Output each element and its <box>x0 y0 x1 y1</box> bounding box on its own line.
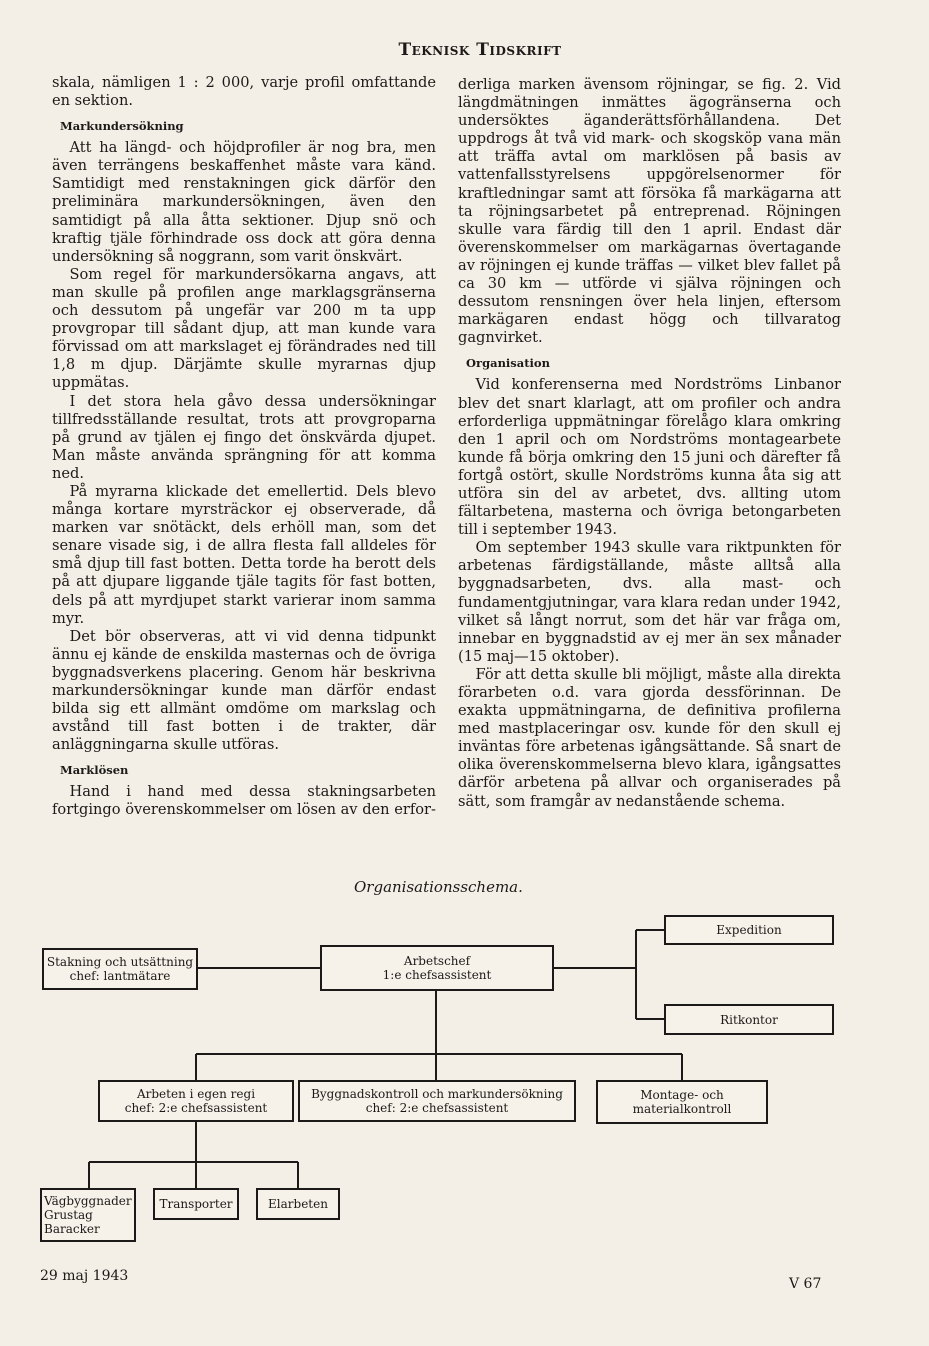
box-montage-subtitle: materialkontroll <box>632 1102 732 1116</box>
paragraph: skala, nämligen 1 : 2 000, varje profil omfattande en sektion. <box>52 74 436 110</box>
box-arbetschef-title: Arbetschef <box>403 954 471 968</box>
box-egen-regi-title: Arbeten i egen regi <box>136 1087 256 1101</box>
box-expedition <box>664 915 834 945</box>
box-stakning <box>42 948 198 990</box>
box-stakning-chief: chef: lantmätare <box>69 969 171 983</box>
box-arbetschef-role: 1:e chefsassistent <box>382 968 492 982</box>
box-byggnadskontroll <box>298 1080 576 1122</box>
box-vagbyggnader-line1: Vägbyggnader <box>44 1194 132 1208</box>
paragraph: Som regel för markundersökarna angavs, att man skulle på profilen ange marklagsgränserna och dessutom på ungefär var 200 m ta upp provgropar till sådant djup, att man kunde vara förvissad om att markslaget ej förändrades ned till 1,8 m djup. Därjämte skulle myrarnas djup uppmätas. <box>52 265 436 392</box>
paragraph: Hand i hand med dessa stakningsarbeten fortgingo överenskommelser om lösen av den erfor- <box>52 783 436 819</box>
paragraph: Att ha längd- och höjdprofiler är nog bra, men även terrängens beskaffenhet måste vara känd. Samtidigt med renstakningen gick därför den preliminära markundersökningen, även den samtidigt på alla åtta sektioner. Djup snö och kraftig tjäle förhindrade oss dock att göra denna undersökning så noggrann, som varit önskvärt. <box>52 139 436 265</box>
box-vagbyggnader-line2: Grustag <box>44 1208 93 1222</box>
paragraph: På myrarna klickade det emellertid. Dels blevo många kortare myrsträckor ej observerade, då marken var snötäckt, dels erhöll man, som det senare visade sig, i de allra flesta fall alldeles för små djup till fast botten. Detta torde ha berott dels på att djupare liggande tjäle tagits för fast botten, dels på att myrdjupet starkt varierar inom samma myr. <box>52 482 436 627</box>
box-transporter <box>153 1188 239 1220</box>
box-expedition-label: Expedition <box>716 923 782 937</box>
box-arbetschef <box>320 945 554 991</box>
paragraph: Om september 1943 skulle vara riktpunkten för arbetenas färdigställande, måste alltså alla byggnadsarbeten, dvs. alla mast- och fundamentgjutningar, vara klara redan under 1942, vilket så långt norrut, som det här var fråga om, innebar en byggnadstid av ej mer än sex månader (15 maj—15 oktober). <box>458 539 841 665</box>
box-elarbeten-label: Elarbeten <box>268 1197 328 1211</box>
box-stakning-title: Stakning och utsättning <box>46 955 194 969</box>
section-heading-marklosen: Marklösen <box>60 763 129 778</box>
section-heading-markundersokning: Markundersökning <box>60 119 184 134</box>
box-byggnadskontroll-title: Byggnadskontroll och markundersökning <box>311 1087 563 1101</box>
box-montage <box>596 1080 768 1124</box>
paragraph: derliga marken ävensom röjningar, se fig. 2. Vid längdmätningen inmättes ägogränserna och undersöktes äganderättsförhållandena. Det uppdrogs åt två vid mark- och skogsköp vana män att träffa avtal om marklösen på basis av vattenfallsstyrelsens uppgörelsenormer för kraftledningar samt att försöka få markägarna att ta röjningsarbetet på entreprenad. Röjningen skulle vara färdig till den 1 april. Endast där överenskommelser om markägarnas övertagande av röjningen ej kunde träffas — vilket blev fallet på ca 30 km — utförde vi själva röjningen och dessutom rensningen över hela linjen, eftersom markägaren endast högg och tillvaratog gagnvirket. <box>458 76 841 347</box>
paragraph: För att detta skulle bli möjligt, måste alla direkta förarbeten o.d. vara gjorda dessförinnan. De exakta uppmätningarna, de definitiva profilerna med mastplaceringar osv. kunde för den skull ej inväntas före arbetenas igångsättande. Så snart de olika överenskommelserna blevo klara, igångsattes därför arbetena på allvar och organiserades på sätt, som framgår av nedanstående schema. <box>458 665 841 810</box>
box-ritkontor-label: Ritkontor <box>720 1012 778 1027</box>
footer-page-number: V 67 <box>789 1276 822 1292</box>
paragraph: I det stora hela gåvo dessa undersökningar tillfredsställande resultat, trots att provgroparna på grund av tjälen ej fingo det önskvärda djupet. Man måste använda sprängning för att komma ned. <box>52 392 436 482</box>
box-vagbyggnader <box>40 1188 136 1242</box>
box-montage-title: Montage- och <box>640 1088 724 1102</box>
box-transporter-label: Transporter <box>159 1197 233 1211</box>
footer-date: 29 maj 1943 <box>40 1268 129 1284</box>
section-heading-organisation: Organisation <box>466 356 550 371</box>
box-vagbyggnader-line3: Baracker <box>44 1222 100 1236</box>
journal-title: Teknisk Tidskrift <box>398 40 562 60</box>
box-byggnadskontroll-chief: chef: 2:e chefsassistent <box>365 1101 509 1115</box>
paragraph: Det bör observeras, att vi vid denna tidpunkt ännu ej kände de enskilda masternas och de övriga byggnadsverkens placering. Genom här beskrivna markundersökningar kunde man därför endast bilda sig ett allmänt omdöme om markslag och avstånd till fast botten i de trakter, där anläggningarna skulle utföras. <box>52 627 436 754</box>
paragraph: Vid konferenserna med Nordströms Linbanor blev det snart klarlagt, att om profiler och andra erforderliga uppmätningar förelågo klara omkring den 1 april och om Nordströms montagearbete kunde få börja omkring den 15 juni och därefter få fortgå ostört, skulle Nordströms kunna åta sig att utföra sin del av arbetet, dvs. allting utom fältarbetena, masterna och övriga betongarbeten till i september 1943. <box>458 376 841 539</box>
box-egen-regi <box>98 1080 294 1122</box>
box-ritkontor <box>664 1004 834 1035</box>
box-elarbeten <box>256 1188 340 1220</box>
schema-title: Organisationsschema. <box>354 878 523 896</box>
box-egen-regi-chief: chef: 2:e chefsassistent <box>124 1101 268 1115</box>
